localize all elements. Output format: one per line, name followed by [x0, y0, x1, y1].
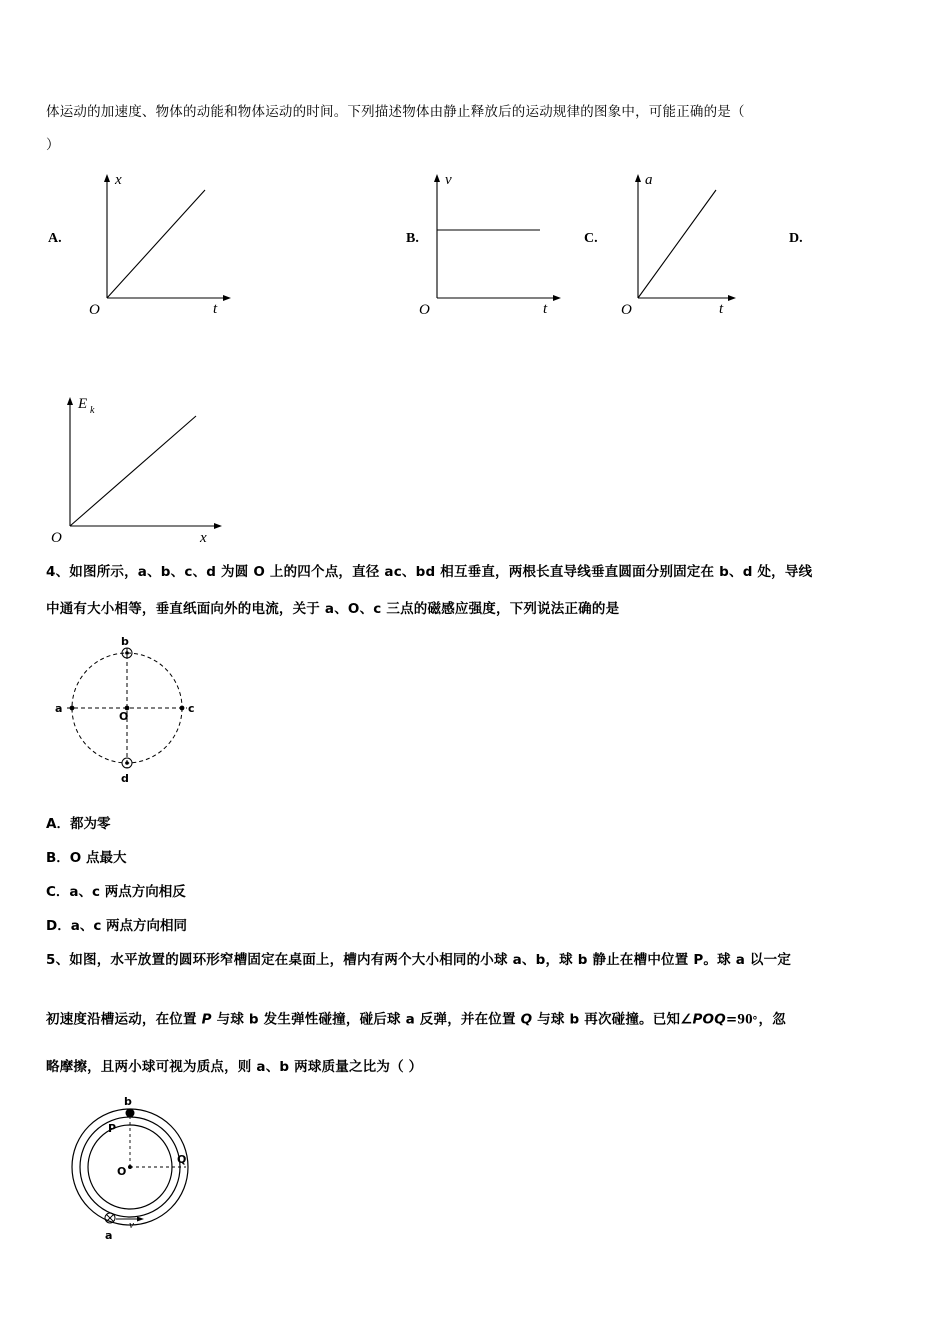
question3-text-line2 — [46, 133, 916, 159]
question5-line1-span: 5、如图，水平放置的圆环形窄槽固定在桌面上，槽内有两个大小相同的小球 a、b，球 b 静止在槽中位置 P。球 a 以一定 — [46, 952, 792, 968]
question4-option-b: B．O 点最大 — [46, 850, 127, 866]
question5-angle-value: 90 — [737, 1011, 753, 1028]
question3-text-close-paren: ） — [46, 137, 60, 153]
svg-text:a: a — [645, 172, 653, 188]
choice-a-label: A. — [48, 231, 62, 246]
svg-text:c: c — [188, 702, 195, 715]
svg-text:O: O — [89, 302, 100, 318]
svg-text:a: a — [55, 702, 63, 715]
svg-text:O: O — [119, 710, 129, 723]
question5-line2-part4: ，忽 — [758, 1011, 786, 1028]
svg-text:O: O — [621, 302, 632, 318]
svg-text:v: v — [129, 1219, 134, 1231]
svg-text:O: O — [419, 302, 430, 318]
question5-equals: = — [725, 1011, 738, 1028]
question4-option-c: C．a、c 两点方向相反 — [46, 884, 186, 900]
question4-text-line2 — [46, 597, 926, 623]
question5-line2-part1: 初速度沿槽运动，在位置 — [46, 1011, 202, 1028]
svg-text:x: x — [200, 530, 207, 546]
svg-text:x: x — [115, 172, 122, 188]
question3-text-line1 — [46, 100, 916, 126]
svg-text:t: t — [719, 301, 724, 317]
figure-choice-c-graph — [620, 168, 760, 318]
question4-option-d: D．a、c 两点方向相同 — [46, 918, 188, 934]
question5-line3-span: 略摩擦，且两小球可视为质点，则 a、b 两球质量之比为（ ） — [46, 1059, 423, 1075]
question5-degree-sign: 。 — [752, 1008, 759, 1021]
question4-line1-span: 4、如图所示，a、b、c、d 为圆 O 上的四个点，直径 ac、bd 相互垂直，两根长直导线垂直圆面分别固定在 b、d 处，导线 — [46, 564, 813, 580]
svg-text:v: v — [445, 172, 452, 188]
question4-text-line1 — [46, 560, 926, 586]
figure-question4-circle — [55, 636, 235, 796]
choice-d-label: D. — [789, 231, 803, 246]
figure-choice-b-graph — [415, 168, 575, 318]
question4-option-a: A．都为零 — [46, 816, 111, 832]
svg-text:a: a — [105, 1229, 113, 1242]
question5-point-p: P — [201, 1011, 212, 1028]
svg-text:t: t — [543, 301, 548, 317]
svg-text:d: d — [121, 772, 129, 785]
question5-line2-part3: 与球 b 再次碰撞。已知∠ — [532, 1011, 693, 1028]
svg-text:P: P — [108, 1122, 117, 1135]
figure-choice-a-graph — [85, 168, 245, 318]
question5-text-line3 — [46, 1055, 926, 1081]
question4-line2-span: 中通有大小相等，垂直纸面向外的电流，关于 a、O、c 三点的磁感应强度，下列说法正确的是 — [46, 601, 620, 617]
question5-point-q: Q — [520, 1011, 533, 1028]
svg-text:O: O — [51, 530, 62, 546]
svg-text:Q: Q — [177, 1153, 187, 1166]
figure-choice-d-graph — [48, 384, 238, 544]
svg-text:b: b — [121, 635, 129, 648]
svg-text:E: E — [78, 396, 88, 412]
svg-text:b: b — [124, 1095, 132, 1108]
svg-text:O: O — [117, 1165, 127, 1178]
question5-text-line1 — [46, 948, 926, 974]
svg-text:t: t — [213, 301, 218, 317]
figure-question5-ring — [55, 1095, 245, 1245]
choice-c-label: C. — [584, 231, 598, 246]
choice-b-label: B. — [406, 231, 419, 246]
svg-text:k: k — [90, 405, 95, 416]
question3-text-span: 体运动的加速度、物体的动能和物体运动的时间。下列描述物体由静止释放后的运动规律的图象中，可能正确的是（ — [46, 104, 745, 120]
question5-text-line2 — [46, 1005, 926, 1034]
question5-line2-part2: 与球 b 发生弹性碰撞，碰后球 a 反弹，并在位置 — [211, 1011, 521, 1028]
question5-angle-poq: POQ — [692, 1011, 726, 1028]
